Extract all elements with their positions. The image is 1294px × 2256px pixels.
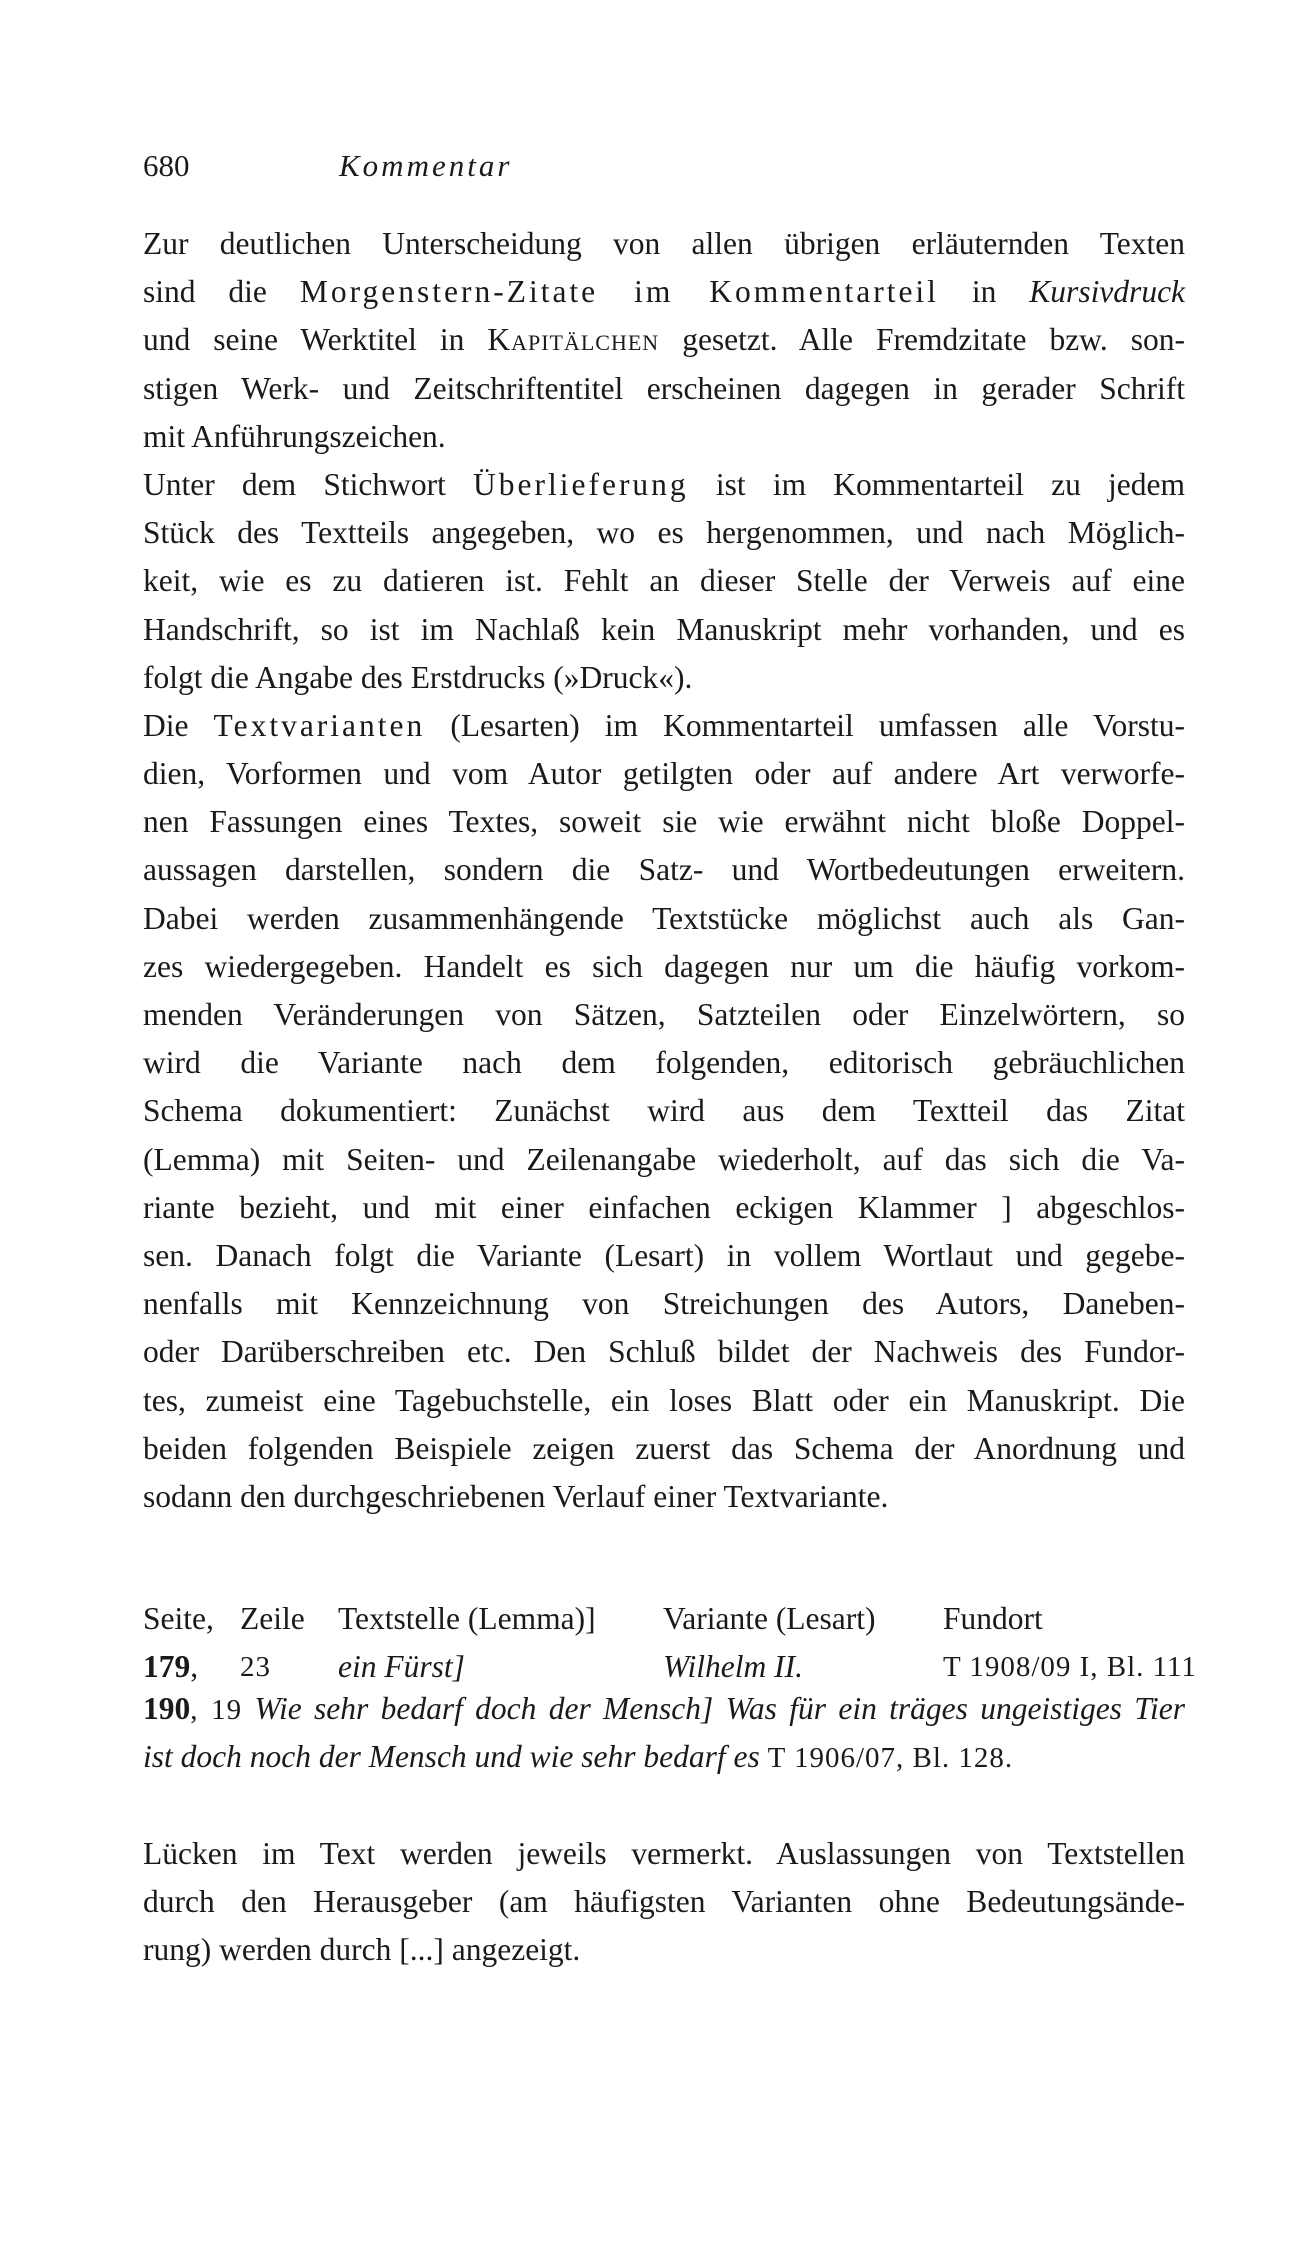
text-span: gesetzt. Alle Fremdzitate bzw. son-: [682, 322, 1186, 358]
text-line: Schema dokumentiert: Zunächst wird aus dem Textteil das Zitat: [143, 1093, 1185, 1129]
cell-lemma: ein Fürst]: [338, 1649, 465, 1684]
text-line: oder Darüberschreiben etc. Den Schluß bildet der Nachweis des Fundor-: [143, 1334, 1185, 1370]
text-line: durch den Herausgeber (am häufigsten Varianten ohne Bedeutungsände-: [143, 1884, 1185, 1920]
text-line: Dabei werden zusammenhängende Textstücke möglichst auch als Gan-: [143, 900, 1185, 936]
schema-table: [143, 1595, 1197, 1691]
header-textstelle: Textstelle (Lemma)]: [338, 1601, 596, 1636]
text-line: dien, Vorformen und vom Autor getilgten oder auf andere Art verworfe-: [143, 756, 1185, 792]
cell-source: T 1908/09 I, Bl. 111: [943, 1651, 1197, 1683]
text-line: riante bezieht, und mit einer einfachen eckigen Klammer ] abgeschlos-: [143, 1189, 1185, 1225]
header-zeile: Zeile: [240, 1601, 305, 1636]
text-span: ist im Kommentarteil zu jedem: [715, 466, 1186, 502]
page-ref: 190: [143, 1691, 191, 1726]
schema-header-row: [143, 1595, 1193, 1643]
text-line: Stück des Textteils angegeben, wo es hergenommen, und nach Möglich-: [143, 515, 1185, 551]
text-line: [143, 461, 1185, 509]
italic-text: Kursivdruck: [1029, 274, 1186, 310]
example-variant: [143, 1685, 1185, 1781]
cell-line: 23: [240, 1651, 271, 1683]
text-line: sen. Danach folgt die Variante (Lesart) in vollem Wortlaut und gegebe-: [143, 1237, 1185, 1273]
text-line: beiden folgenden Beispiele zeigen zuerst das Schema der Anordnung und: [143, 1430, 1185, 1466]
text-line: mit Anführungszeichen.: [143, 418, 446, 454]
variant-text: ist doch noch der Mensch und wie sehr bedarf es: [143, 1739, 760, 1775]
spaced-text: Textvarianten: [213, 707, 426, 743]
page-ref: 179: [143, 1649, 191, 1684]
text-line: stigen Werk- und Zeitschriftentitel erscheinen dagegen in gerader Schrift: [143, 370, 1185, 406]
text-line: wird die Variante nach dem folgenden, editorisch gebräuchlichen: [143, 1045, 1185, 1081]
comma: ,: [190, 1649, 199, 1684]
text-line: [143, 702, 1185, 750]
text-line: [143, 1685, 1185, 1733]
spaced-text: Morgenstern-Zitate im Kommentarteil: [299, 274, 939, 310]
text-line: [143, 316, 1185, 364]
text-line: sodann den durchgeschriebenen Verlauf einer Textvariante.: [143, 1478, 889, 1514]
text-line: (Lemma) mit Seiten- und Zeilenangabe wiederholt, auf das sich die Va-: [143, 1141, 1185, 1177]
text-line: zes wiedergegeben. Handelt es sich dagegen nur um die häufig vorkom-: [143, 948, 1185, 984]
text-span: und seine Werktitel in: [143, 322, 465, 358]
text-span: Die: [143, 707, 189, 743]
header-seite: Seite,: [143, 1601, 214, 1636]
paragraph-typography-conventions: [143, 220, 1185, 461]
paragraph-ueberlieferung: [143, 461, 1185, 702]
header-variante: Variante (Lesart): [663, 1601, 876, 1636]
source-ref: T 1906/07, Bl. 128.: [767, 1742, 1014, 1775]
text-line: keit, wie es zu datieren ist. Fehlt an dieser Stelle der Verweis auf eine: [143, 563, 1185, 599]
text-line: rung) werden durch [...] angezeigt.: [143, 1932, 581, 1968]
header-fundort: Fundort: [943, 1601, 1043, 1636]
variant-text: Was für ein träges ungeistiges Tier: [725, 1691, 1186, 1726]
lemma: Wie sehr bedarf doch der Mensch]: [254, 1691, 714, 1726]
text-line: aussagen darstellen, sondern die Satz- und Wortbedeutungen erweitern.: [143, 852, 1185, 888]
paragraph-luecken: [143, 1830, 1185, 1975]
text-line: Lücken im Text werden jeweils vermerkt. Auslassungen von Textstellen: [143, 1836, 1185, 1871]
small-caps-text: Kapitälchen: [487, 322, 660, 358]
text-line: folgt die Angabe des Erstdrucks (»Druck«).: [143, 659, 693, 695]
text-line: [143, 268, 1185, 316]
text-line: Zur deutlichen Unterscheidung von allen übrigen erläuternden Texten: [143, 226, 1185, 261]
text-span: sind die: [143, 274, 267, 310]
text-span: Unter dem Stichwort: [143, 466, 446, 502]
spaced-text: Überlieferung: [473, 466, 689, 502]
text-span: in: [971, 274, 997, 310]
cell-page: [143, 1643, 198, 1691]
text-line: [143, 1733, 1185, 1781]
page-number: 680: [143, 148, 190, 183]
main-text: [143, 220, 1185, 1521]
text-span: (Lesarten) im Kommentarteil umfassen alle Vorstu-: [450, 707, 1186, 743]
line-ref: , 19: [190, 1694, 243, 1726]
schema-example-row: [143, 1643, 1197, 1691]
text-line: nen Fassungen eines Textes, soweit sie wie erwähnt nicht bloße Doppel-: [143, 804, 1185, 840]
paragraph-textvarianten: [143, 702, 1185, 1521]
cell-variant: Wilhelm II.: [663, 1649, 803, 1684]
text-line: tes, zumeist eine Tagebuchstelle, ein loses Blatt oder ein Manuskript. Die: [143, 1382, 1185, 1418]
running-title: Kommentar: [339, 148, 513, 183]
text-line: nenfalls mit Kennzeichnung von Streichungen des Autors, Daneben-: [143, 1286, 1185, 1322]
text-line: menden Veränderungen von Sätzen, Satzteilen oder Einzelwörtern, so: [143, 997, 1185, 1032]
text-line: Handschrift, so ist im Nachlaß kein Manuskript mehr vorhanden, und es: [143, 611, 1185, 647]
